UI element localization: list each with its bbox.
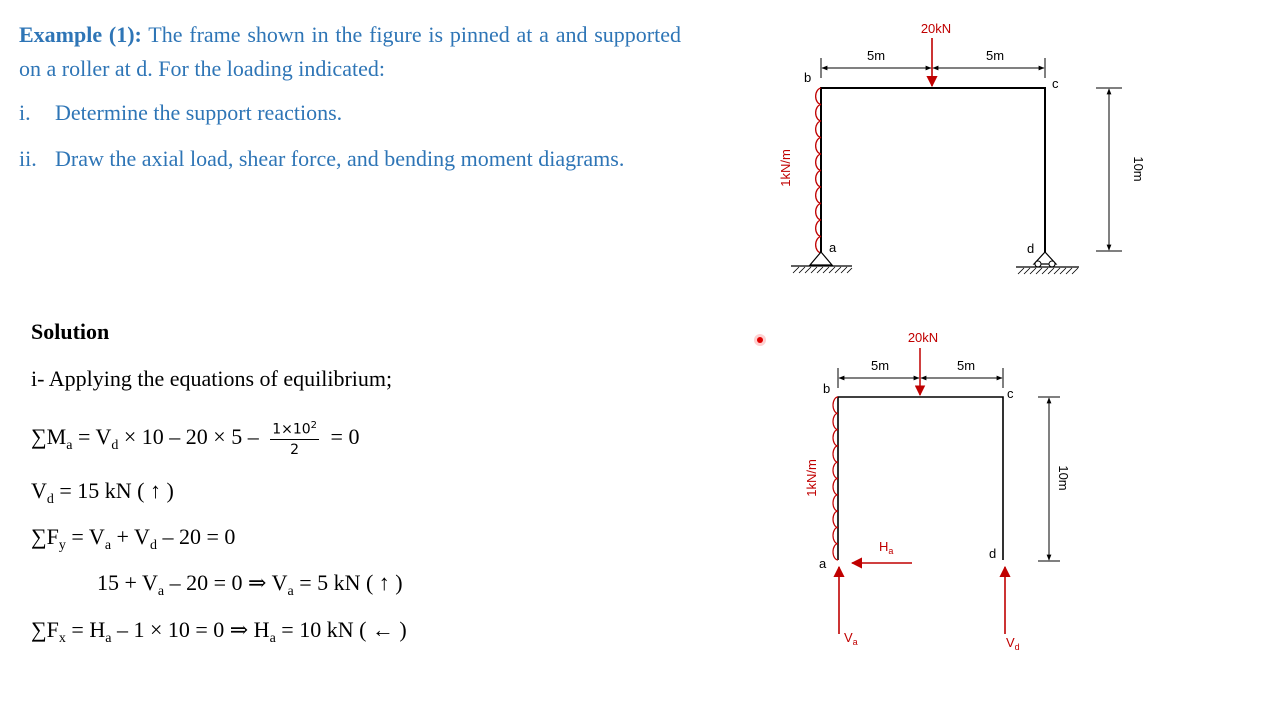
solution-heading: Solution bbox=[31, 319, 110, 344]
node-label-d: d bbox=[989, 546, 997, 561]
node-label-d: d bbox=[1027, 241, 1035, 256]
solution-step: i- Applying the equations of equilibrium; bbox=[31, 366, 393, 391]
distributed-load-label: 1kN/m bbox=[804, 459, 819, 497]
equation-sum-fy: $\sum F_y = V_a + V_d - 20 = 0$ bbox=[31, 524, 236, 553]
task-number: ii. bbox=[19, 146, 37, 171]
reaction-ha-label: $H_a$ bbox=[879, 539, 894, 556]
task-text: Determine the support reactions. bbox=[55, 100, 343, 125]
distributed-load-label: 1kN/m bbox=[778, 149, 793, 187]
example-heading: Example (1): bbox=[19, 22, 142, 47]
pointer-highlight-icon bbox=[754, 334, 766, 346]
point-load-label: 20kN bbox=[920, 21, 952, 36]
span-right-label: 5m bbox=[985, 48, 1005, 63]
node-label-b: b bbox=[823, 381, 831, 396]
node-label-a: a bbox=[819, 556, 827, 571]
equation-va: $15 + V_a - 20 = 0$ ⇒ $V_a = 5$ kN ( ↑ ) bbox=[97, 570, 403, 599]
node-label-c: c bbox=[1007, 386, 1014, 401]
reaction-vd-label: $V_d$ bbox=[1006, 635, 1020, 652]
reaction-va-label: $V_a$ bbox=[844, 630, 858, 647]
equation-moment-a: $\sum M_a = V_d \times 10 - 20 \times 5$ – $\frac{1\times 10^2}{2}$ = 0 bbox=[31, 420, 360, 458]
equation-vd: $V_d = 15$ kN ( ↑ ) bbox=[31, 478, 174, 507]
node-label-b: b bbox=[804, 70, 812, 85]
point-load-label: 20kN bbox=[907, 330, 939, 345]
equation-sum-fx: $\sum F_x = H_a - 1 \times 10 = 0$ ⇒ $H_a = 10$ kN ( ← ) bbox=[31, 617, 407, 646]
height-label: 10m bbox=[1131, 156, 1146, 182]
task-text: Draw the axial load, shear force, and bending moment diagrams. bbox=[55, 146, 625, 171]
span-left-label: 5m bbox=[866, 48, 886, 63]
span-right-label: 5m bbox=[956, 358, 976, 373]
span-left-label: 5m bbox=[870, 358, 890, 373]
height-label: 10m bbox=[1056, 465, 1071, 491]
node-label-a: a bbox=[829, 240, 837, 255]
task-number: i. bbox=[19, 100, 31, 125]
problem-text: The frame shown in the figure is pinned at a and supported on a roller at d. For the loading indicated: bbox=[19, 22, 682, 81]
fraction: $\frac{1\times 10^2}{2}$ bbox=[272, 420, 318, 458]
node-label-c: c bbox=[1052, 76, 1059, 91]
frame-members bbox=[838, 397, 1003, 560]
